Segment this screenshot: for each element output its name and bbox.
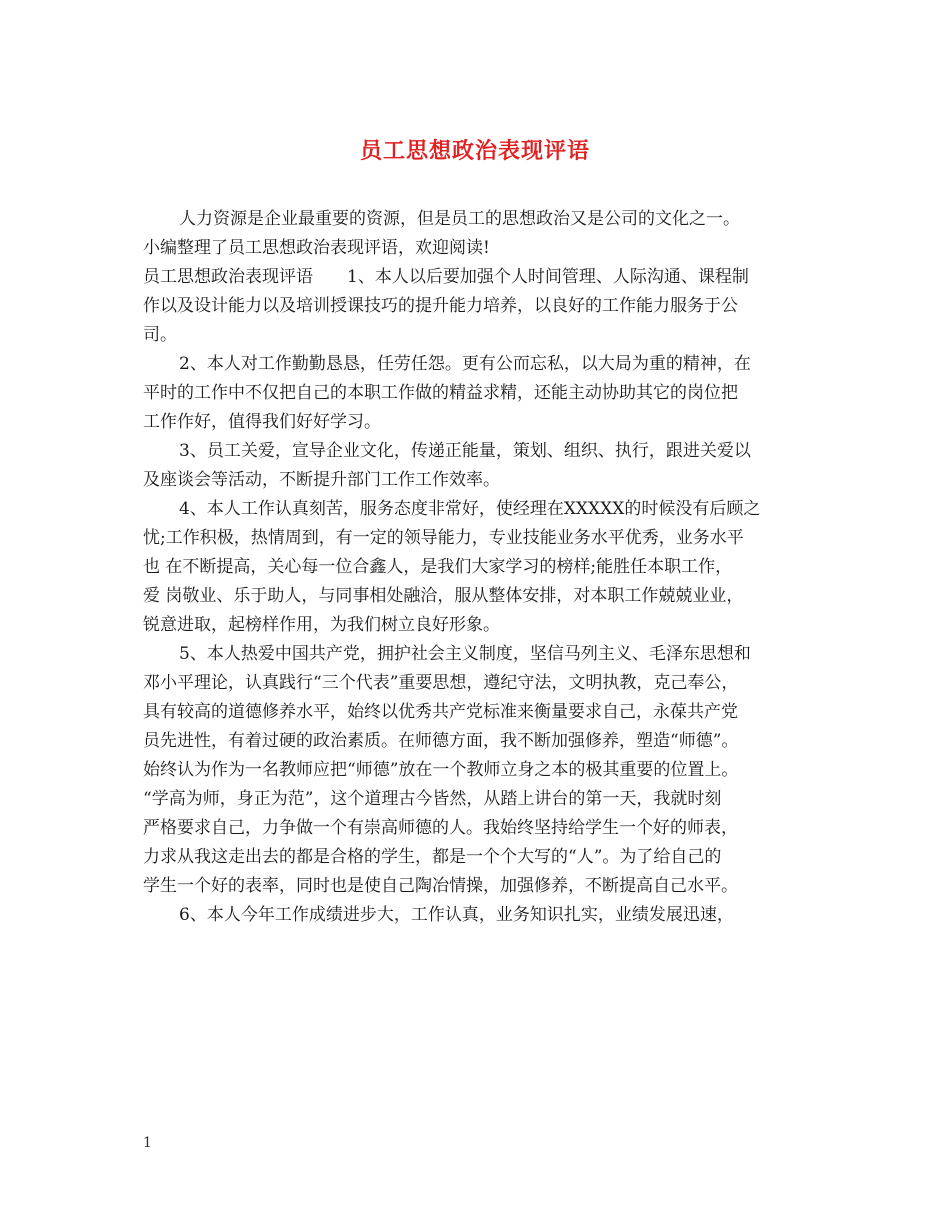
text-line: 邓小平理论，认真践行“三个代表”重要思想，遵纪守法，文明执教，克己奉公，: [143, 673, 739, 693]
text-line: 3、员工关爱，宣导企业文化，传递正能量，策划、组织、执行，跟进关爱以: [179, 441, 751, 461]
text-line: 具有较高的道德修养水平，始终以优秀共产党标准来衡量要求自己，永葆共产党: [143, 702, 738, 722]
text-line: 5、本人热爱中国共产党，拥护社会主义制度，坚信马列主义、毛泽东思想和: [179, 644, 751, 664]
text-line: 工作作好，值得我们好好学习。: [143, 412, 381, 432]
text-line: 2、本人对工作勤勤恳恳，任劳任怨。更有公而忘私，以大局为重的精神，在: [179, 354, 751, 374]
text-line: 锐意进取，起榜样作用，为我们树立良好形象。: [143, 615, 500, 635]
document-title: 员工思想政治表现评语: [359, 138, 590, 164]
text-line: 作以及设计能力以及培训授课技巧的提升能力培养，以良好的工作能力服务于公: [143, 296, 738, 316]
page-number: 1: [143, 1135, 152, 1151]
text-line: 学生一个好的表率，同时也是使自己陶冶情操，加强修养，不断提高自己水平。: [143, 876, 738, 896]
text-line: 司。: [143, 325, 177, 345]
text-line: 小编整理了员工思想政治表现评语，欢迎阅读!: [143, 238, 490, 258]
text-line: 平时的工作中不仅把自己的本职工作做的精益求精，还能主动协助其它的岗位把: [143, 383, 738, 403]
text-line: 也 在不断提高，关心每一位合鑫人，是我们大家学习的榜样;能胜任本职工作，: [143, 557, 733, 577]
text-line: 爱 岗敬业、乐于助人，与同事相处融洽，服从整体安排，对本职工作兢兢业业，: [143, 586, 744, 606]
text-line: 及座谈会等活动，不断提升部门工作工作效率。: [143, 470, 500, 490]
text-line: 严格要求自己，力争做一个有崇高师德的人。我始终坚持给学生一个好的师表，: [143, 818, 738, 838]
document-body: [143, 205, 823, 930]
text-line: “学高为师，身正为范”，这个道理古今皆然，从踏上讲台的第一天，我就时刻: [143, 789, 722, 809]
text-line: 员先进性，有着过硬的政治素质。在师德方面，我不断加强修养，塑造“师德”。: [143, 731, 739, 751]
text-line: 忧;工作积极，热情周到，有一定的领导能力，专业技能业务水平优秀，业务水平: [143, 528, 744, 548]
text-line: 4、本人工作认真刻苦，服务态度非常好，使经理在XXXXX的时候没有后顾之: [179, 499, 761, 519]
text-line: 人力资源是企业最重要的资源，但是员工的思想政治又是公司的文化之一。: [179, 209, 740, 229]
text-line: 6、本人今年工作成绩进步大，工作认真，业务知识扎实，业绩发展迅速，: [179, 905, 734, 925]
text-line: 力求从我这走出去的都是合格的学生，都是一个个大写的“人”。为了给自己的: [143, 847, 722, 867]
text-line: 始终认为作为一名教师应把“师德”放在一个教师立身之本的极其重要的位置上。: [143, 760, 739, 780]
text-line: 员工思想政治表现评语 1、本人以后要加强个人时间管理、人际沟通、课程制: [143, 267, 749, 287]
